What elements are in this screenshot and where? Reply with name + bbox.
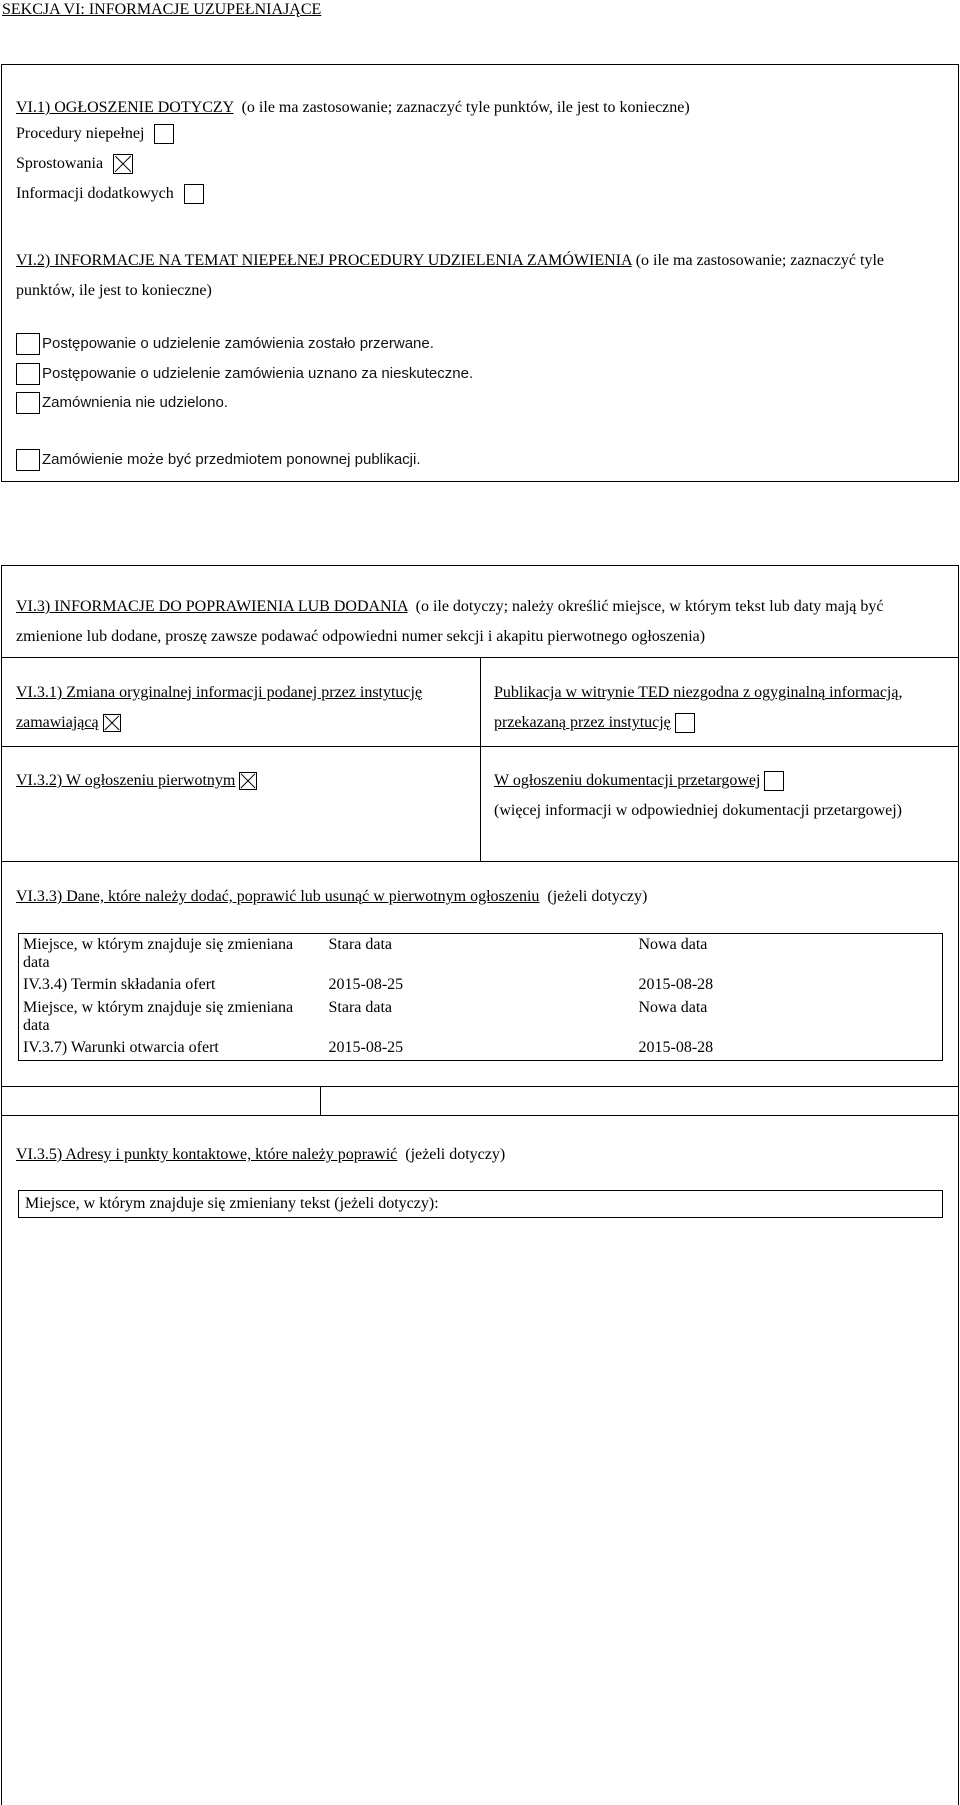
divider [1, 1086, 959, 1087]
vi2-option-przerwane [16, 333, 434, 355]
vi35-heading-note: (jeżeli dotyczy) [405, 1146, 506, 1163]
divider [1, 1115, 959, 1116]
vi1-option-procedury [16, 124, 174, 144]
vi2-heading-note: (o ile ma zastosowanie; zaznaczyć tyle punktów, ile jest to konieczne) [16, 252, 885, 299]
vi2-heading-bold: VI.2) INFORMACJE NA TEMAT NIEPEŁNEJ PROCEDURY UDZIELENIA ZAMÓWIENIA [16, 252, 632, 269]
vi3-heading [16, 592, 946, 652]
vi1-option-label: Procedury niepełnej [16, 125, 145, 143]
vi2-option-nie-udzielono [16, 392, 228, 414]
vi1-option-label: Sprostowania [16, 155, 104, 173]
section-title [2, 0, 321, 19]
vi35-heading-bold: VI.3.5) Adresy i punkty kontaktowe, które należy poprawić [16, 1146, 398, 1163]
table-cell: Miejsce, w którym znajduje się zmieniana data [23, 936, 294, 971]
vi2-option-label: Zamówienie może być przedmiotem ponownej publikacji. [42, 451, 421, 468]
vi1-heading-bold: VI.1) OGŁOSZENIE DOTYCZY [16, 99, 234, 116]
vi33-heading-note: (jeżeli dotyczy) [547, 888, 648, 905]
dok-option [494, 766, 934, 826]
vi2-option-nieskuteczne [16, 363, 473, 385]
table-cell: 2015-08-28 [638, 1039, 714, 1056]
date-change-table [18, 933, 943, 1061]
table-cell: 2015-08-25 [328, 976, 404, 993]
vi1-option-sprostowania [16, 154, 133, 174]
checkbox-ponowna-publikacja[interactable] [16, 449, 40, 471]
vi3-heading-note: (o ile dotyczy; należy określić miejsce, w którym tekst lub daty mają być zmienione lub dodane, proszę zawsze podawać odpowiedni numer sekcji i akapitu pierwotnego ogłoszenia) [16, 598, 884, 645]
checkbox-nieskuteczne[interactable] [16, 363, 40, 385]
vi1-option-informacji [16, 184, 204, 204]
vi32-option [16, 766, 257, 796]
column-divider [480, 657, 481, 861]
table-cell: IV.3.7) Warunki otwarcia ofert [23, 1039, 219, 1056]
checkbox-sprostowania-checked[interactable] [113, 154, 133, 174]
vi1-heading [16, 98, 690, 117]
checkbox-vi32-checked[interactable] [239, 772, 257, 790]
checkbox-przerwane[interactable] [16, 333, 40, 355]
vi2-option-label: Postępowanie o udzielenie zamówienia uznano za nieskuteczne. [42, 365, 474, 382]
table-cell: Nowa data [638, 999, 708, 1016]
checkbox-informacji[interactable] [184, 184, 204, 204]
table-cell: 2015-08-28 [638, 976, 714, 993]
vi1-heading-note: (o ile ma zastosowanie; zaznaczyć tyle punktów, ile jest to konieczne) [241, 99, 690, 116]
dok-label: W ogłoszeniu dokumentacji przetargowej [494, 772, 761, 789]
vi32-label: VI.3.2) W ogłoszeniu pierwotnym [16, 772, 236, 789]
checkbox-procedury[interactable] [154, 124, 174, 144]
table-cell: Stara data [328, 999, 393, 1016]
column-divider [320, 1086, 321, 1115]
section-title-text: SEKCJA VI: INFORMACJE UZUPEŁNIAJĄCE [2, 1, 322, 18]
vi33-heading-bold: VI.3.3) Dane, które należy dodać, poprawić lub usunąć w pierwotnym ogłoszeniu [16, 888, 540, 905]
vi2-option-ponowna-publikacja [16, 449, 421, 471]
checkbox-dok[interactable] [764, 771, 784, 791]
vi35-heading [16, 1140, 505, 1170]
checkbox-vi31-checked[interactable] [103, 714, 121, 732]
checkbox-nie-udzielono[interactable] [16, 392, 40, 414]
vi2-option-label: Postępowanie o udzielenie zamówienia zostało przerwane. [42, 335, 434, 352]
address-box-label: Miejsce, w którym znajduje się zmieniany tekst (jeżeli dotyczy): [25, 1195, 439, 1212]
vi2-heading [16, 246, 946, 306]
table-cell: IV.3.4) Termin składania ofert [23, 976, 216, 993]
table-cell: Nowa data [638, 936, 708, 953]
divider [1, 861, 959, 862]
vi31-label: VI.3.1) Zmiana oryginalnej informacji podanej przez instytucję zamawiającą [16, 684, 423, 731]
checkbox-ted[interactable] [675, 713, 695, 733]
vi31-option [16, 678, 456, 738]
vi2-option-label: Zamównienia nie udzielono. [42, 394, 228, 411]
address-change-box [18, 1190, 943, 1218]
table-row [19, 1037, 943, 1061]
ted-label: Publikacja w witrynie TED niezgodna z ogyginalną informacją, przekazaną przez instytucję [494, 684, 903, 731]
table-cell: 2015-08-25 [328, 1039, 404, 1056]
table-cell: Miejsce, w którym znajduje się zmieniana data [23, 999, 294, 1034]
vi33-heading [16, 882, 647, 912]
table-row [19, 997, 943, 1037]
dok-note: (więcej informacji w odpowiedniej dokumentacji przetargowej) [494, 802, 902, 819]
vi3-heading-bold: VI.3) INFORMACJE DO POPRAWIENIA LUB DODANIA [16, 598, 408, 615]
ted-option [494, 678, 934, 738]
table-row [19, 974, 943, 997]
vi1-option-label: Informacji dodatkowych [16, 185, 174, 203]
table-row [19, 934, 943, 975]
table-cell: Stara data [328, 936, 393, 953]
